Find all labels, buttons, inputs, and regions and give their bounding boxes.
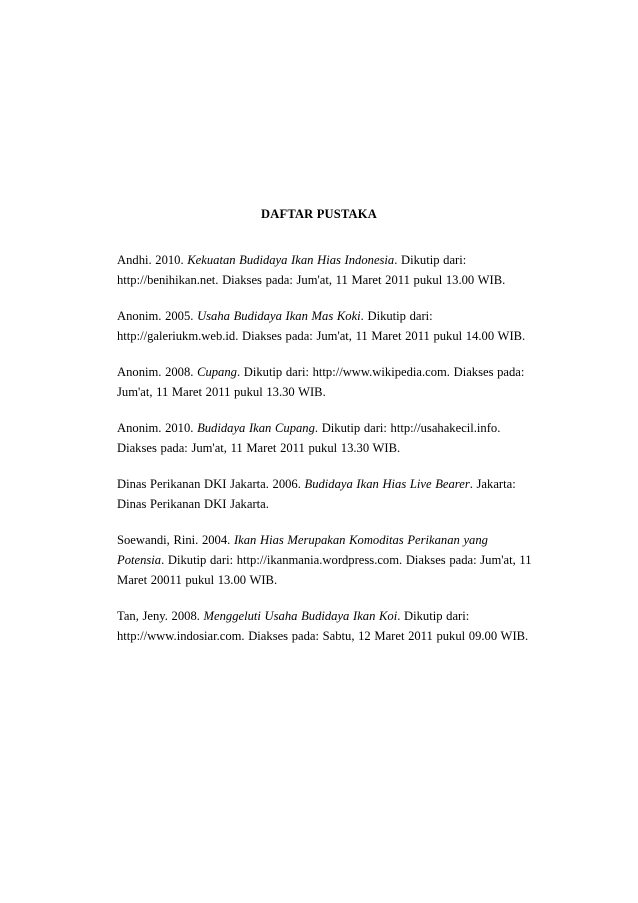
reference-text: Anonim. 2005. (117, 309, 198, 323)
reference-line (117, 382, 557, 402)
reference-title: Budidaya Ikan Hias Live Bearer (304, 477, 470, 491)
reference-line (117, 494, 557, 514)
reference-text: http://galeriukm.web.id. Diakses pada: Jum'at, 11 Maret 2011 pukul 14.00 WIB. (117, 329, 526, 343)
reference-line (117, 306, 557, 326)
page-title: DAFTAR PUSTAKA (261, 207, 377, 221)
reference-line (117, 530, 557, 550)
reference-text: http://benihikan.net. Diakses pada: Jum'at, 11 Maret 2011 pukul 13.00 WIB. (117, 273, 506, 287)
reference-text: Diakses pada: Jum'at, 11 Maret 2011 pukul 13.30 WIB. (117, 441, 401, 455)
reference-entry (117, 606, 557, 646)
reference-text: . Dikutip dari: http://usahakecil.info. (314, 421, 501, 435)
reference-text: Anonim. 2008. (117, 365, 198, 379)
reference-text: . Dikutip dari: (394, 253, 467, 267)
reference-title: Ikan Hias Merupakan Komoditas Perikanan yang (233, 533, 488, 547)
reference-text: . Dikutip dari: http://ikanmania.wordpress.com. Diakses pada: Jum'at, 11 (161, 553, 532, 567)
reference-line (117, 250, 557, 270)
reference-title: Usaha Budidaya Ikan Mas Koki (197, 309, 361, 323)
reference-text: . Dikutip dari: http://www.wikipedia.com. Diakses pada: (236, 365, 525, 379)
reference-text: Maret 20011 pukul 13.00 WIB. (117, 573, 278, 587)
reference-line (117, 438, 557, 458)
reference-line (117, 570, 557, 590)
reference-line (117, 626, 557, 646)
reference-text: Soewandi, Rini. 2004. (117, 533, 234, 547)
reference-text: Jum'at, 11 Maret 2011 pukul 13.30 WIB. (117, 385, 326, 399)
reference-entry (117, 530, 557, 590)
reference-list (117, 250, 557, 662)
reference-line (117, 606, 557, 626)
reference-title: Budidaya Ikan Cupang (197, 421, 315, 435)
reference-text: http://www.indosiar.com. Diakses pada: Sabtu, 12 Maret 2011 pukul 09.00 WIB. (117, 629, 529, 643)
reference-text: . Dikutip dari: (360, 309, 433, 323)
reference-text: . Jakarta: (469, 477, 516, 491)
reference-text: Dinas Perikanan DKI Jakarta. (117, 497, 269, 511)
reference-title: Menggeluti Usaha Budidaya Ikan Koi (203, 609, 398, 623)
reference-line (117, 326, 557, 346)
reference-text: Dinas Perikanan DKI Jakarta. 2006. (117, 477, 305, 491)
reference-text: Andhi. 2010. (117, 253, 188, 267)
reference-text: Anonim. 2010. (117, 421, 198, 435)
reference-text: Tan, Jeny. 2008. (117, 609, 204, 623)
reference-entry (117, 474, 557, 514)
reference-title: Cupang (197, 365, 237, 379)
reference-entry (117, 250, 557, 290)
reference-line (117, 474, 557, 494)
reference-line (117, 270, 557, 290)
reference-entry (117, 362, 557, 402)
reference-text: . Dikutip dari: (397, 609, 470, 623)
reference-entry (117, 306, 557, 346)
reference-line (117, 418, 557, 438)
reference-line (117, 550, 557, 570)
reference-entry (117, 418, 557, 458)
reference-title: Kekuatan Budidaya Ikan Hias Indonesia (187, 253, 395, 267)
reference-title: Potensia (117, 553, 162, 567)
reference-line (117, 362, 557, 382)
